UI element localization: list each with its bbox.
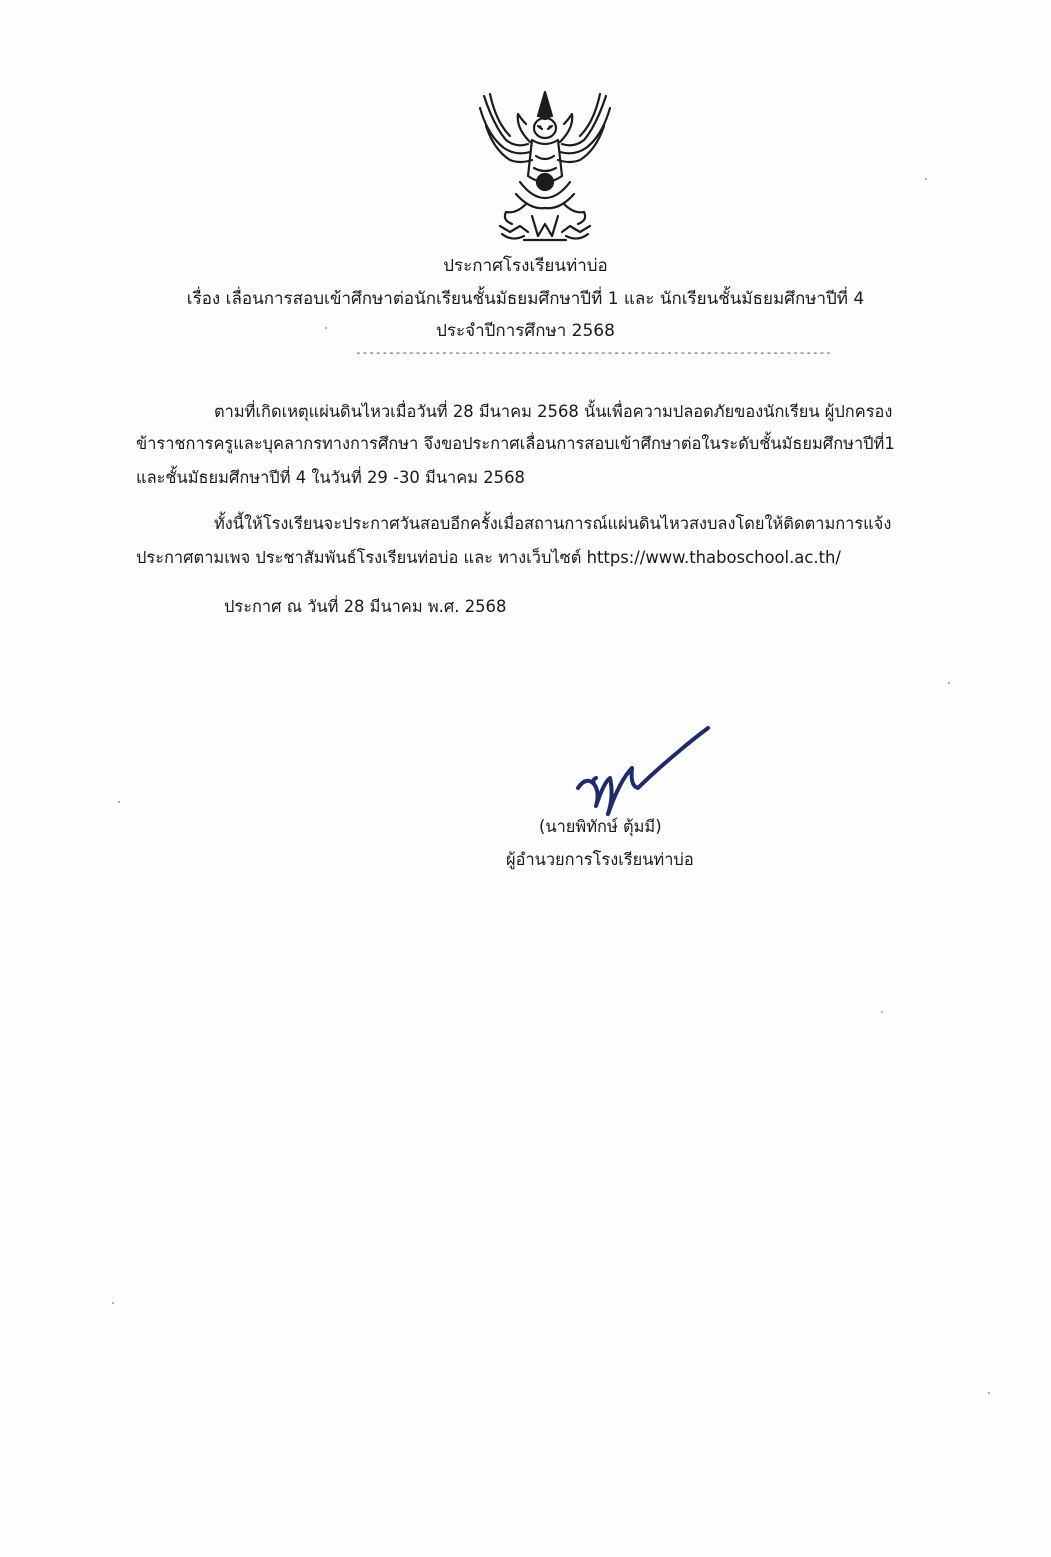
announcement-subject: เรื่อง เลื่อนการสอบเข้าศึกษาต่อนักเรียนชั้นมัธยมศึกษาปีที่ 1 และ นักเรียนชั้นมัธยมศึกษาปีที่ 4 — [186, 289, 865, 309]
paragraph1-line1: ตามที่เกิดเหตุแผ่นดินไหวเมื่อวันที่ 28 มีนาคม 2568 นั้นเพื่อความปลอดภัยของนักเรียน ผู้ปกครอง — [214, 402, 893, 421]
announcement-date: ประกาศ ณ วันที่ 28 มีนาคม พ.ศ. 2568 — [224, 597, 507, 616]
scan-speck — [112, 1302, 114, 1304]
scan-speck — [325, 327, 327, 329]
garuda-emblem-icon — [476, 86, 614, 244]
paragraph2-line1: ทั้งนี้ให้โรงเรียนจะประกาศวันสอบอีกครั้งเมื่อสถานการณ์แผ่นดินไหวสงบลงโดยให้ติดตามการแจ้ง — [214, 514, 892, 533]
announcement-issuer: ประกาศโรงเรียนท่าบ่อ — [443, 256, 608, 276]
header-separator: ------------------------------------------------------------------------ — [355, 346, 832, 359]
scan-speck — [118, 801, 120, 803]
scan-speck — [988, 1392, 990, 1394]
signature-icon — [574, 722, 714, 818]
scan-speck — [925, 178, 927, 180]
signatory-position: ผู้อำนวยการโรงเรียนท่าบ่อ — [506, 850, 694, 869]
scan-speck — [948, 682, 950, 684]
paragraph2-line2: ประกาศตามเพจ ประชาสัมพันธ์โรงเรียนท่อบ่อ และ ทางเว็บไซต์ https://www.thaboschool.ac.th/ — [136, 548, 841, 567]
signatory-name: (นายพิทักษ์ ตุ้มมี) — [539, 817, 662, 836]
paragraph1-line2: ข้าราชการครูและบุคลากรทางการศึกษา จึงขอประกาศเลื่อนการสอบเข้าศึกษาต่อในระดับชั้นมัธยมศึกษาปีที่1 — [136, 434, 895, 453]
scan-speck — [881, 1011, 883, 1013]
academic-year: ประจำปีการศึกษา 2568 — [436, 321, 615, 341]
paragraph1-line3: และชั้นมัธยมศึกษาปีที่ 4 ในวันที่ 29 -30 มีนาคม 2568 — [136, 468, 525, 487]
